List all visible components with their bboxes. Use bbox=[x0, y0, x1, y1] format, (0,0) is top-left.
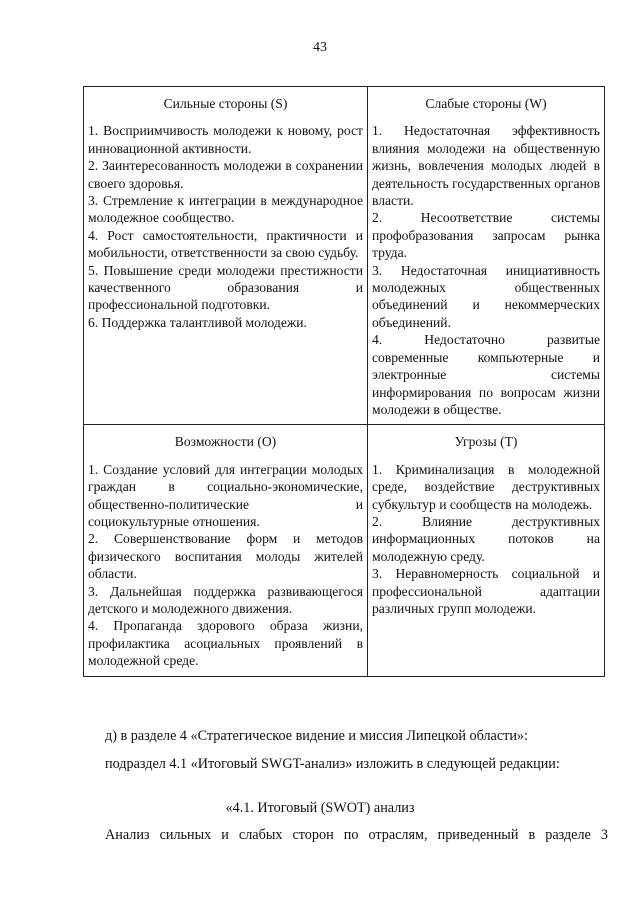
threat-item: 2. Влияние деструктивных информационных потоков на молодежную среду. bbox=[372, 513, 600, 564]
opportunity-item: 2. Совершенствование форм и методов физического воспитания молоды жителей области. bbox=[88, 531, 363, 582]
table-row bbox=[84, 425, 605, 676]
weakness-item: 3. Недостаточная инициативность молодежных общественных объединений и некоммерческих объединений. bbox=[372, 262, 600, 330]
table-row bbox=[84, 87, 605, 425]
strength-item: 6. Поддержка талантливой молодежи. bbox=[88, 314, 307, 330]
threat-item: 1. Криминализация в молодежной среде, воздействие деструктивных субкультур и сообществ на молодежь. bbox=[372, 461, 600, 512]
page-number: 43 bbox=[313, 40, 327, 55]
weakness-item: 1. Недостаточная эффективность влияния молодежи на общественную жизнь, вовлечения молодых людей в деятельность государственных органов власти. bbox=[372, 123, 600, 209]
strength-item: 3. Стремление к интеграции в международное молодежное сообщество. bbox=[88, 193, 363, 226]
strength-item: 5. Повышение среди молодежи престижности качественного образования и профессиональной подготовки. bbox=[88, 262, 363, 313]
section-heading: «4.1. Итоговый (SWOT) анализ bbox=[225, 800, 415, 816]
weaknesses-cell bbox=[368, 87, 605, 425]
threats-cell bbox=[368, 425, 605, 676]
amendment-paragraph: подраздел 4.1 «Итоговый SWGT-анализ» изложить в следующей редакции: bbox=[105, 756, 560, 772]
opportunity-item: 3. Дальнейшая поддержка развивающегося детского и молодежного движения. bbox=[88, 583, 363, 616]
strength-item: 4. Рост самостоятельности, практичности и мобильности, ответственности за свою судьбу. bbox=[88, 227, 363, 261]
threat-item: 3. Неравномерность социальной и профессиональной адаптации различных групп молодежи. bbox=[372, 566, 600, 616]
weaknesses-title: Слабые стороны (W) bbox=[425, 96, 547, 111]
opportunities-cell bbox=[84, 425, 368, 676]
strength-item: 2. Заинтересованность молодежи в сохранении своего здоровья. bbox=[88, 158, 363, 191]
strength-item: 1. Восприимчивость молодежи к новому, рост инновационной активности. bbox=[88, 123, 363, 156]
weakness-item: 2. Несоответствие системы профобразования запросам рынка труда. bbox=[372, 210, 600, 261]
opportunities-title: Возможности (O) bbox=[174, 434, 277, 450]
opportunity-item: 4. Пропаганда здорового образа жизни, профилактика асоциальных проявлений в молодежной среде. bbox=[88, 618, 363, 669]
amendment-paragraph: д) в разделе 4 «Стратегическое видение и миссия Липецкой области»: bbox=[105, 728, 528, 744]
strengths-cell bbox=[84, 87, 368, 425]
weakness-item: 4. Недостаточно развитые современные компьютерные и электронные системы информирования по вопросам жизни молодежи в обществе. bbox=[372, 332, 600, 417]
strengths-title: Сильные стороны (S) bbox=[163, 96, 288, 111]
threats-title: Угрозы (T) bbox=[454, 434, 518, 450]
opportunity-item: 1. Создание условий для интеграции молодых граждан в социально-экономические, общественно-политические и социокультурные отношения. bbox=[88, 461, 363, 529]
swot-table bbox=[83, 86, 605, 677]
body-paragraph: Анализ сильных и слабых сторон по отраслям, приведенный в разделе 3 bbox=[105, 827, 608, 843]
